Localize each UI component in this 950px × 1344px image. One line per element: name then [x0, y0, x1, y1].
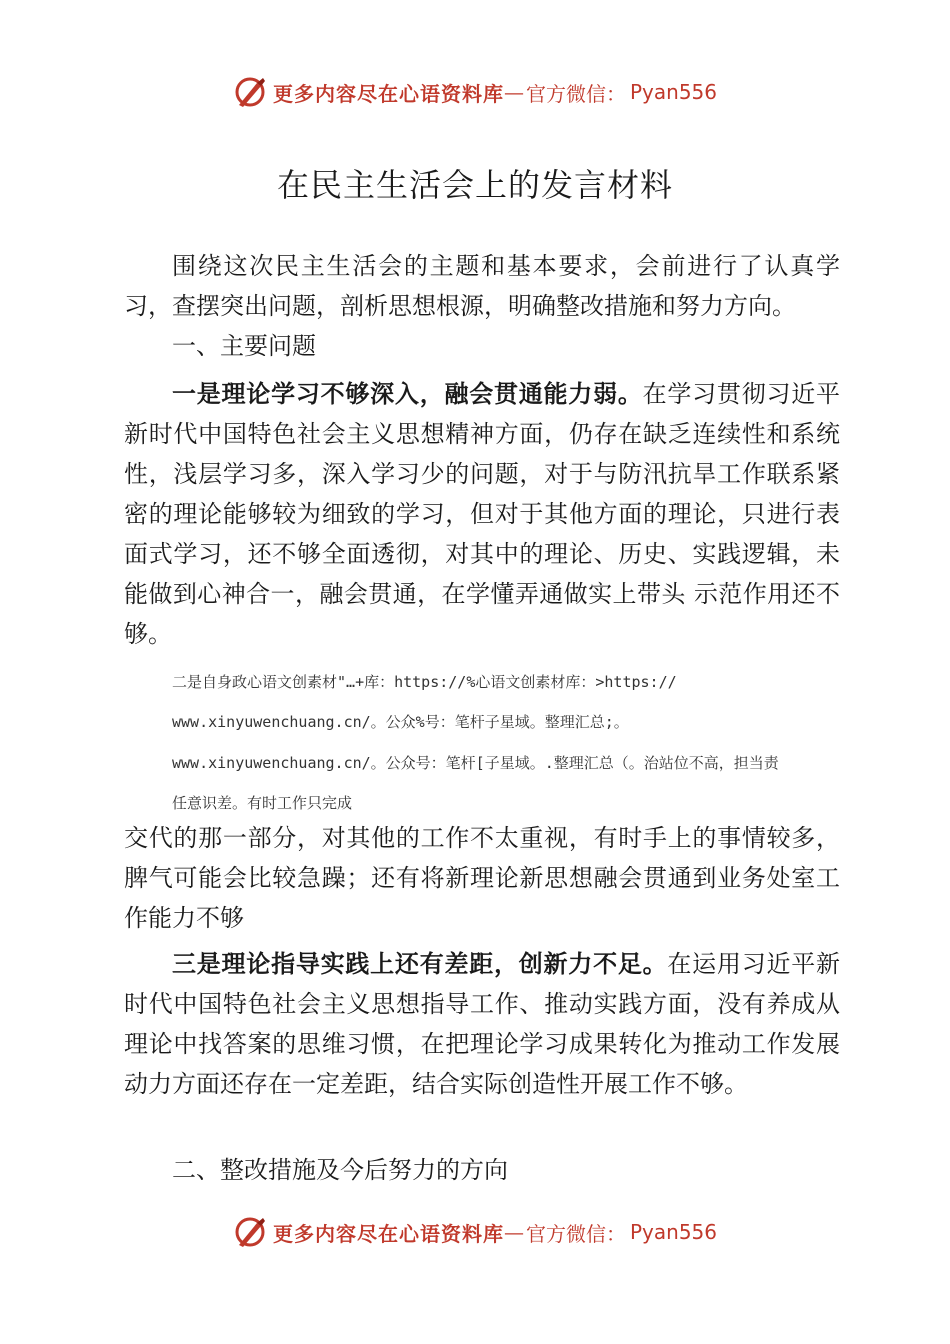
- pen-logo-icon: [233, 1215, 267, 1249]
- banner-handle: Pyan556: [629, 1220, 717, 1244]
- footer-banner: [0, 1212, 950, 1252]
- noise-line-3: www.xinyuwenchuang.cn/。公众号：笔杆[子星域。.整理汇总（。治站位不高，担当责: [172, 754, 779, 772]
- banner-handle: Pyan556: [629, 80, 717, 104]
- banner-text: 更多内容尽在心语资料库: [272, 81, 504, 106]
- item-3-text: 在运用习近平新时代中国特色社会主义思想指导工作、推动实践方面，没有养成从理论中找答案的思维习惯，在把理论学习成果转化为推动工作发展动力方面还存在一定差距，结合实际创造性开展工作不够。: [124, 950, 841, 1098]
- banner-label: 官方微信：: [525, 1221, 626, 1246]
- intro-paragraph: 围绕这次民主生活会的主题和基本要求，会前进行了认真学习，查摆突出问题，剖析思想根源，明确整改措施和努力方向。: [124, 252, 840, 320]
- item-1-text: 在学习贯彻习近平新时代中国特色社会主义思想精神方面，仍存在缺乏连续性和系统性，浅层学习多，深入学习少的问题，对于与防汛抗旱工作联系紧密的理论能够较为细致的学习，但对于其他方面的理论，只进行表面式学习，还不够全面透彻，对其中的理论、历史、实践逻辑，未能做到心神合一，融会贯通，在学懂弄通做实上带头 示范作用还不够。: [124, 380, 841, 648]
- item-3-heading: 三是理论指导实践上还有差距，创新力不足。: [172, 950, 668, 978]
- item-2-continuation: 交代的那一部分，对其他的工作不太重视，有时手上的事情较多，脾气可能会比较急躁；还有将新理论新思想融会贯通到业务处室工作能力不够: [124, 824, 840, 932]
- section-heading-1: 一、主要问题: [172, 332, 316, 360]
- pen-logo-icon: [233, 75, 267, 109]
- banner-text: 更多内容尽在心语资料库: [272, 1221, 504, 1246]
- banner-label: 官方微信：: [525, 81, 626, 106]
- item-1-heading: 一是理论学习不够深入，融会贯通能力弱。: [172, 380, 643, 408]
- document-title: 在民主生活会上的发言材料: [276, 166, 673, 204]
- section-heading-2: 二、整改措施及今后努力的方向: [172, 1156, 508, 1184]
- banner-separator: —: [503, 1220, 524, 1244]
- noise-line-1: 二是自身政心语文创素材"…+库：https://%心语文创素材库：>https://: [172, 673, 677, 691]
- item-3-paragraph: [124, 944, 840, 1104]
- item-1-paragraph: [124, 374, 840, 654]
- banner-separator: —: [503, 80, 524, 104]
- header-banner: [0, 72, 950, 112]
- noise-line-2: www.xinyuwenchuang.cn/。公众%号：笔杆子星域。整理汇总;。: [172, 713, 629, 731]
- noise-line-4: 任意识差。有时工作只完成: [172, 794, 353, 812]
